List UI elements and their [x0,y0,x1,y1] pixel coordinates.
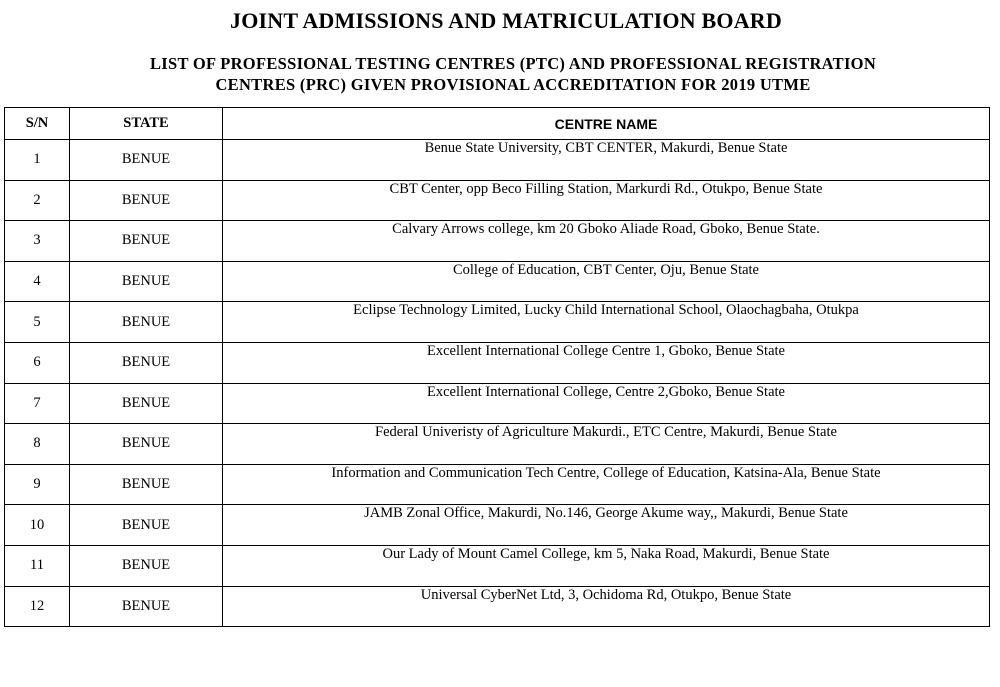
table-row [5,342,990,383]
serial-number-cell: 8 [5,424,70,465]
serial-number-cell: 5 [5,302,70,343]
column-header-state: STATE [70,108,223,140]
centre-name-cell: CBT Center, opp Beco Filling Station, Markurdi Rd., Otukpo, Benue State [223,180,990,221]
state-cell: BENUE [70,424,223,465]
page-title: JOINT ADMISSIONS AND MATRICULATION BOARD [230,8,782,33]
centre-name-cell: Our Lady of Mount Camel College, km 5, Naka Road, Makurdi, Benue State [223,545,990,586]
subtitle-line-1: LIST OF PROFESSIONAL TESTING CENTRES (PTC) AND PROFESSIONAL REGISTRATION [149,54,877,73]
serial-number-cell: 10 [5,505,70,546]
subtitle-line-2: CENTRES (PRC) GIVEN PROVISIONAL ACCREDITATION FOR 2019 UTME [215,75,811,94]
table-row [5,464,990,505]
table-row [5,180,990,221]
state-cell: BENUE [70,464,223,505]
table-body [5,140,990,627]
centre-name-cell: Excellent International College, Centre 2,Gboko, Benue State [223,383,990,424]
serial-number-cell: 3 [5,221,70,262]
table-row [5,505,990,546]
state-cell: BENUE [70,383,223,424]
state-cell: BENUE [70,545,223,586]
serial-number-cell: 11 [5,545,70,586]
serial-number-cell: 2 [5,180,70,221]
state-cell: BENUE [70,180,223,221]
state-cell: BENUE [70,261,223,302]
serial-number-cell: 12 [5,586,70,627]
state-cell: BENUE [70,302,223,343]
centre-name-cell: Information and Communication Tech Centre, College of Education, Katsina-Ala, Benue State [223,464,990,505]
centre-name-cell: Eclipse Technology Limited, Lucky Child International School, Olaochagbaha, Otukpa [223,302,990,343]
column-header-sn: S/N [5,108,70,140]
table-row [5,545,990,586]
centre-name-cell: Calvary Arrows college, km 20 Gboko Aliade Road, Gboko, Benue State. [223,221,990,262]
centre-name-cell: Excellent International College Centre 1, Gboko, Benue State [223,342,990,383]
serial-number-cell: 7 [5,383,70,424]
serial-number-cell: 9 [5,464,70,505]
page-subtitle [0,53,1000,95]
table-row [5,140,990,181]
centre-name-cell: Benue State University, CBT CENTER, Makurdi, Benue State [223,140,990,181]
state-cell: BENUE [70,342,223,383]
serial-number-cell: 4 [5,261,70,302]
centre-name-cell: Federal Univeristy of Agriculture Makurdi., ETC Centre, Makurdi, Benue State [223,424,990,465]
table-header-row [5,108,990,140]
table-row [5,586,990,627]
state-cell: BENUE [70,221,223,262]
table-row [5,302,990,343]
table-row [5,261,990,302]
column-header-centre-name: CENTRE NAME [223,108,990,140]
centre-name-cell: JAMB Zonal Office, Makurdi, No.146, George Akume way,, Makurdi, Benue State [223,505,990,546]
table-row [5,221,990,262]
state-cell: BENUE [70,505,223,546]
table-row [5,383,990,424]
table-row [5,424,990,465]
state-cell: BENUE [70,140,223,181]
serial-number-cell: 6 [5,342,70,383]
state-cell: BENUE [70,586,223,627]
centre-name-cell: Universal CyberNet Ltd, 3, Ochidoma Rd, Otukpo, Benue State [223,586,990,627]
centre-name-cell: College of Education, CBT Center, Oju, Benue State [223,261,990,302]
serial-number-cell: 1 [5,140,70,181]
centres-table [4,107,990,627]
